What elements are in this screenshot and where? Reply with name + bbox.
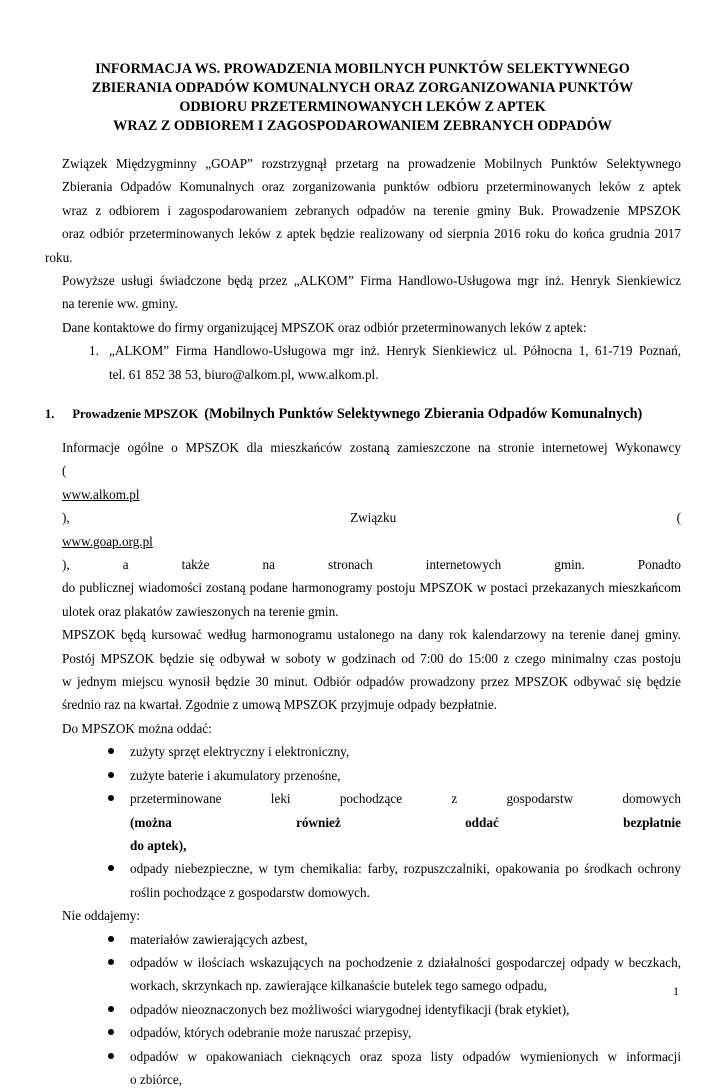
bold-note: (można również oddać bezpłatnie [130, 814, 681, 830]
section-number: 1. [45, 407, 55, 421]
text-line: Powyższe usługi świadczone będą przez „ALKOM” Firma Handlowo-Usługowa mgr inż. Henryk Sienkiewicz [62, 273, 681, 289]
document-title [60, 60, 665, 136]
text-line: ulotek oraz plakatów zawieszonych na terenie gmin. [62, 603, 339, 619]
text-line: Zbierania Odpadów Komunalnych oraz zorganizowania punktów odbioru przeterminowanych leków z aptek [62, 179, 681, 195]
title-line: ODBIORU PRZETERMINOWANYCH LEKÓW Z APTEK [179, 99, 546, 115]
text-line: Informacje ogólne o MPSZOK dla mieszkańców zostaną zamieszczone na stronie internetowej Wykonawcy [62, 440, 681, 455]
text-run: ), Związku ( [62, 510, 681, 526]
list-item [45, 740, 681, 763]
bullet-icon [108, 959, 114, 965]
list-item-text [130, 787, 681, 857]
contact-intro: Dane kontaktowe do firmy organizującej MPSZOK oraz odbiór przeterminowanych leków z aptek: [62, 319, 587, 335]
bold-note: do aptek), [130, 837, 187, 853]
schedule-paragraph [45, 623, 681, 717]
bullet-icon [108, 865, 114, 871]
list-item [45, 764, 681, 787]
list-item-text [130, 1045, 681, 1091]
bullet-icon [108, 1006, 114, 1012]
list-item [45, 928, 681, 951]
section-body [45, 436, 681, 1091]
text-line: w jednym miejscu wynosił będzie 30 minut. Odbiór odpadów prowadzony przez MPSZOK odbywać się będzie [62, 674, 681, 690]
text-line: średnio raz na kwartał. Zgodnie z umową MPSZOK przyjmuje odpady bezpłatnie. [62, 697, 498, 713]
title-line: INFORMACJA WS. PROWADZENIA MOBILNYCH PUNKTÓW SELEKTYWNEGO [95, 61, 630, 77]
title-line: WRAZ Z ODBIOREM I ZAGOSPODAROWANIEM ZEBRANYCH ODPADÓW [113, 118, 612, 134]
rejected-label: Nie oddajemy: [62, 908, 141, 924]
list-item [45, 951, 681, 998]
text-line [130, 787, 681, 834]
list-item-text: odpadów, których odebranie może naruszać przepisy, [130, 1025, 412, 1041]
list-item-text [130, 951, 681, 998]
text-line: odpadów w ilościach wskazujących na pochodzenie z działalności gospodarczej odpady w beczkach, [130, 954, 681, 970]
section-heading-text: Prowadzenie MPSZOK [72, 407, 199, 421]
list-item-text: zużyty sprzęt elektryczny i elektroniczny, [130, 744, 350, 760]
list-item-text: zużyte baterie i akumulatory przenośne, [130, 767, 341, 783]
text-line: odpady niebezpieczne, w tym chemikalia: farby, rozpuszczalniki, opakowania po środkach ochrony [130, 861, 681, 877]
text-line: tel. 61 852 38 53, biuro@alkom.pl, www.alkom.pl. [109, 366, 379, 382]
text-line: odpadów w opakowaniach cieknących oraz spoza listy odpadów wymienionych w informacji [130, 1048, 681, 1064]
bullet-icon [108, 772, 114, 778]
bullet-icon [108, 748, 114, 754]
intro-section [45, 152, 681, 386]
text-line: wraz z odbiorem i zagospodarowaniem zebranych odpadów na terenie gminy Buk. Prowadzenie MPSZOK [62, 202, 681, 218]
text-line: Postój MPSZOK będzie się odbywał w soboty w godzinach od 7:00 do 15:00 z czego minimalny czas postoju [62, 650, 681, 666]
list-item [45, 857, 681, 904]
alkom-link[interactable]: www.alkom.pl [62, 486, 140, 502]
text-line: Związek Międzygminny „GOAP” rozstrzygnął przetarg na prowadzenie Mobilnych Punktów Selektywnego [62, 156, 681, 171]
list-item [45, 787, 681, 857]
list-item [45, 339, 681, 386]
section-heading-text: (Mobilnych Punktów Selektywnego Zbierania Odpadów Komunalnych) [204, 406, 643, 422]
rejected-list [45, 928, 681, 1091]
bullet-icon [108, 936, 114, 942]
bullet-icon [108, 795, 114, 801]
list-item [45, 1045, 681, 1091]
contact-text [109, 339, 681, 386]
text-line: „ALKOM” Firma Handlowo-Usługowa mgr inż. Henryk Sienkiewicz ul. Północna 1, 61-719 Poznań, [109, 343, 681, 359]
contact-list [45, 339, 681, 386]
list-item-text [130, 857, 681, 904]
text-line [45, 459, 681, 576]
goap-link[interactable]: www.goap.org.pl [62, 533, 153, 549]
list-item-text: odpadów nieoznaczonych bez możliwości wiarygodnej identyfikacji (brak etykiet), [130, 1001, 570, 1017]
list-item [45, 998, 681, 1021]
intro-paragraph [45, 152, 681, 316]
bullet-icon [108, 1053, 114, 1059]
list-item-text: materiałów zawierających azbest, [130, 931, 308, 947]
text-line: o zbiórce, [130, 1071, 182, 1087]
info-paragraph [45, 436, 681, 623]
text-run: ), a także na stronach internetowych gmin. Ponadto [62, 557, 681, 573]
paren: ( [62, 463, 67, 479]
text-line: roślin pochodzące z gospodarstw domowych. [130, 884, 370, 900]
page-number: 1 [673, 984, 679, 998]
text-run: przeterminowane leki pochodzące z gospodarstw domowych [130, 791, 681, 807]
list-number: 1. [89, 343, 99, 359]
text-line: do publicznej wiadomości zostaną podane harmonogramy postoju MPSZOK w postaci przekazanych mieszkańcom [62, 580, 681, 596]
accepted-list [45, 740, 681, 904]
text-line: workach, skrzynkach np. zawierające kilkanaście butelek tego samego odpadu, [130, 978, 548, 994]
accepted-label: Do MPSZOK można oddać: [62, 720, 212, 736]
bullet-icon [108, 1029, 114, 1035]
text-line: na terenie ww. gminy. [62, 296, 178, 312]
section-heading [45, 398, 685, 425]
text-line: oraz odbiór przeterminowanych leków z aptek będzie realizowany od sierpnia 2016 roku do końca grudnia 2017 roku. [45, 226, 681, 265]
text-line: MPSZOK będą kursować według harmonogramu ustalonego na dany rok kalendarzowy na terenie danej gminy. [62, 627, 681, 643]
title-line: ZBIERANIA ODPADÓW KOMUNALNYCH ORAZ ZORGANIZOWANIA PUNKTÓW [91, 80, 634, 96]
list-item [45, 1021, 681, 1044]
